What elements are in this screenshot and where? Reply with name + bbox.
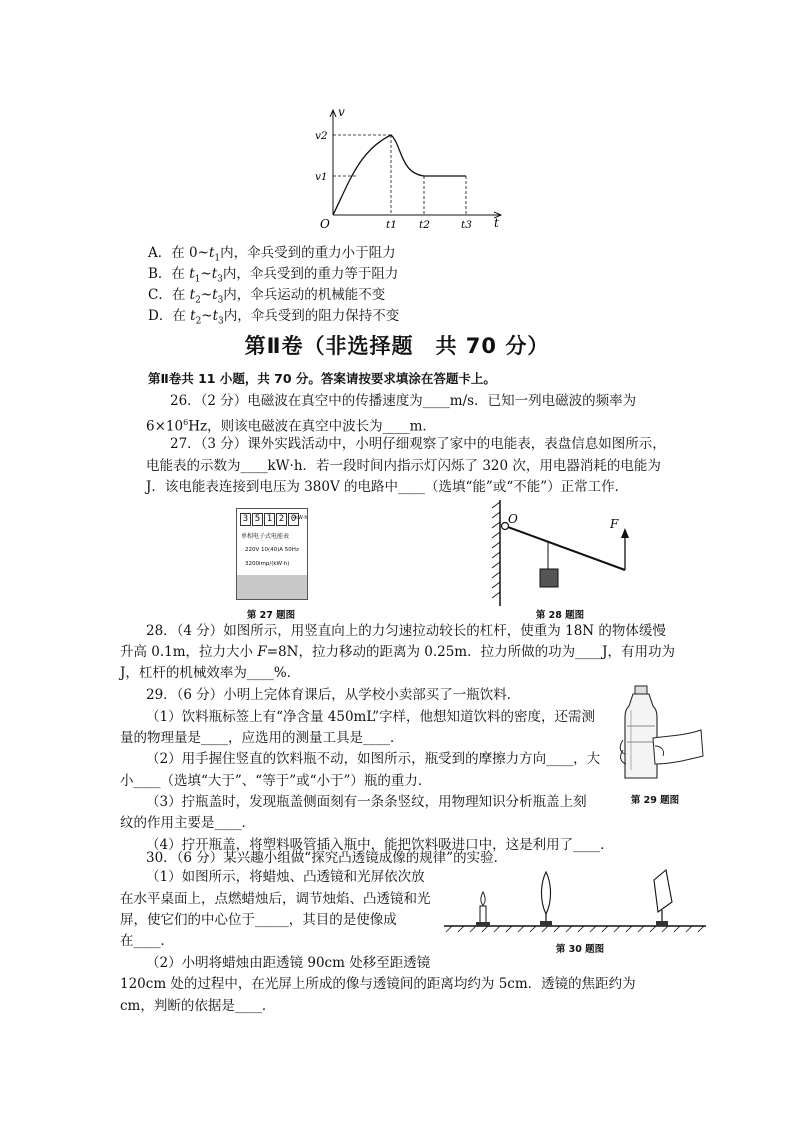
- q30-line7: 120cm 处的过程中，在光屏上所成的像与透镜间的距离均约为 5cm．透镜的焦距约为: [120, 976, 636, 992]
- velocity-curve: [333, 135, 466, 215]
- q30-line6: （2）小明将蜡烛由距透镜 90cm 处移至距透镜: [146, 955, 431, 971]
- q27-line1: 27．（3 分）课外实践活动中，小明仔细观察了家中的电能表，表盘信息如图所示，: [170, 436, 666, 452]
- q28-line2: 升高 0.1m，拉力大小 F=8N，拉力移动的距离为 0.25m．拉力所做的功为____J，有用功为: [120, 644, 676, 660]
- tick-v1: v1: [315, 171, 328, 183]
- meter-unit: kW·h: [295, 515, 308, 521]
- axis-label-t: t: [494, 216, 499, 230]
- lever-weight: [540, 569, 558, 587]
- tick-t3: t3: [461, 219, 472, 230]
- q29-line6: （3）拧瓶盖时，发现瓶盖侧面刻有一条条竖纹，用物理知识分析瓶盖上刻: [146, 794, 587, 810]
- q30-line8: cm，判断的依据是____．: [120, 998, 276, 1014]
- meter-spec-1: 220V 10(40)A 50Hz: [245, 547, 299, 553]
- q26-line2: $6\times 10^6Hz$，则该电磁波在真空中波长为____m．: [146, 418, 436, 435]
- q28-line1: 28．（4 分）如图所示，用竖直向上的力匀速拉动较长的杠杆，使重为 18N 的物体缓慢: [146, 623, 666, 639]
- q29-line1: 29．（6 分）小明上完体育课后，从学校小卖部买了一瓶饮料．: [146, 687, 521, 703]
- option-d: D．在 $t_2\sim t_3$内，伞兵受到的阻力保持不变: [148, 308, 400, 327]
- q30-line4: 屏，使它们的中心位于_____，其目的是使像成: [120, 912, 397, 928]
- lever-bar: [505, 526, 625, 570]
- q26-line1: 26．（2 分）电磁波在真空中的传播速度为____m/s．已知一列电磁波的频率为: [170, 393, 637, 409]
- option-b: B．在 $t_1\sim t_3$内，伞兵受到的重力等于阻力: [148, 266, 399, 285]
- q27-line3: J．该电能表连接到电压为 380V 的电路中____（选填“能”或“不能”）正常工作．: [146, 479, 629, 495]
- electric-meter-figure: [236, 508, 308, 600]
- meter-name: 单相电子式电能表: [241, 533, 290, 540]
- meter-spec-2: 3200imp/(kW·h): [245, 561, 290, 567]
- q29-line5: 小____（选填“大于”、“等于”或“小于”）瓶的重力．: [120, 773, 432, 789]
- q30-line1: 30．（6 分）某兴趣小组做“探究凸透镜成像的规律”的实验．: [146, 850, 508, 866]
- option-a: A．在 $0\sim t_1$内，伞兵受到的重力小于阻力: [148, 245, 396, 264]
- light-screen: [654, 870, 672, 926]
- lever-figure: [488, 498, 638, 608]
- convex-lens: [540, 872, 552, 926]
- q28-line3: J，杠杆的机械效率为____%．: [120, 665, 301, 681]
- tick-t2: t2: [419, 219, 430, 230]
- bottle-hand-figure: [617, 680, 707, 785]
- axis-label-v: v: [338, 105, 345, 119]
- section-intro: 第Ⅱ卷共 11 小题，共 70 分。答案请按要求填涂在答题卡上。: [148, 371, 496, 386]
- meter-panel: [237, 575, 307, 599]
- caption-fig29: 第 29 题图: [630, 795, 680, 806]
- meter-digits: 3 5 1 2 0: [240, 513, 300, 526]
- caption-fig27: 第 27 题图: [246, 610, 296, 621]
- q30-line5: 在____．: [120, 933, 174, 949]
- lever-force-label: F: [610, 517, 619, 531]
- q30-line2: （1）如图所示，将蜡烛、凸透镜和光屏依次放: [146, 869, 425, 885]
- optical-bench-figure: [440, 862, 710, 934]
- q27-line2: 电能表的示数为____kW·h．若一段时间内指示灯闪烁了 320 次，用电器消耗的电能为: [146, 458, 661, 474]
- q29-line4: （2）用手握住竖直的饮料瓶不动，如图所示，瓶受到的摩擦力方向____，大: [146, 751, 601, 767]
- tick-t1: t1: [386, 219, 397, 230]
- q29-line3: 量的物理量是____，应选用的测量工具是____．: [120, 730, 404, 746]
- tick-v2: v2: [315, 130, 328, 142]
- q30-line3: 在水平桌面上，点燃蜡烛后，调节烛焰、凸透镜和光: [120, 891, 431, 907]
- velocity-time-graph: [300, 105, 510, 230]
- option-c: C．在 $t_2\sim t_3$内，伞兵运动的机械能不变: [148, 287, 386, 306]
- q29-line7: 纹的作用主要是____．: [120, 815, 255, 831]
- origin-label: O: [320, 217, 330, 230]
- q29-line2: （1）饮料瓶标签上有“净含量 450mL”字样，他想知道饮料的密度，还需测: [146, 709, 595, 725]
- candle: [476, 892, 490, 926]
- caption-fig30: 第 30 题图: [555, 944, 605, 955]
- section-title: 第Ⅱ卷（非选择题 共 70 分）: [244, 334, 550, 358]
- caption-fig28: 第 28 题图: [535, 610, 585, 621]
- lever-pivot-label: O: [508, 512, 518, 526]
- q29-line8: （4）拧开瓶盖，将塑料吸管插入瓶中，能把饮料吸进口中，这是利用了____．: [146, 837, 614, 853]
